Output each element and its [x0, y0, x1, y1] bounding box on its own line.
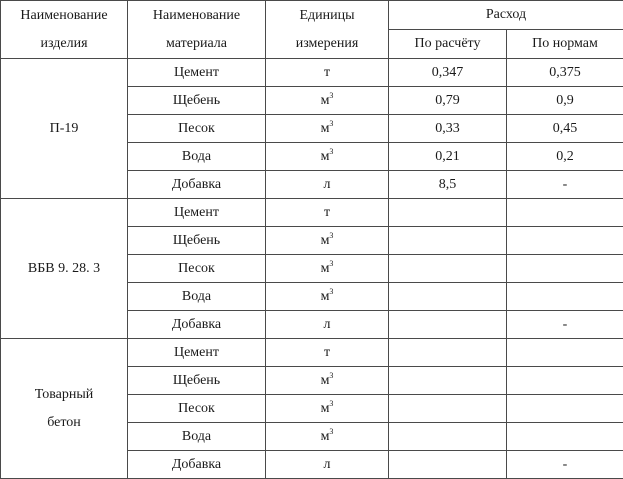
unit-symbol: м [321, 401, 330, 416]
material-cell: Песок [128, 255, 266, 283]
unit-value [324, 317, 331, 332]
header-unit-line-2: измерения [296, 36, 359, 51]
calc-value-cell [389, 451, 507, 479]
unit-symbol: м [321, 233, 330, 248]
header-material-line-2: материала [166, 36, 227, 51]
material-cell: Щебень [128, 367, 266, 395]
calc-value-cell [389, 199, 507, 227]
header-row-1 [1, 1, 623, 30]
material-cell: Песок [128, 395, 266, 423]
unit-value [321, 121, 334, 136]
unit-symbol: м [321, 261, 330, 276]
unit-value [321, 429, 334, 444]
unit-symbol: л [324, 457, 331, 472]
material-cell: Цемент [128, 59, 266, 87]
material-cell: Добавка [128, 171, 266, 199]
unit-cell [266, 395, 389, 423]
unit-value [324, 345, 330, 360]
calc-value-cell [389, 311, 507, 339]
unit-value [321, 149, 334, 164]
unit-symbol: т [324, 345, 330, 360]
unit-cell [266, 171, 389, 199]
unit-value [324, 457, 331, 472]
header-material-line-1: Наименование [153, 8, 240, 23]
material-cell: Вода [128, 283, 266, 311]
unit-symbol: м [321, 93, 330, 108]
unit-symbol: т [324, 205, 330, 220]
material-cell: Цемент [128, 339, 266, 367]
header-product-line-1: Наименование [20, 8, 107, 23]
norm-value-cell [507, 255, 623, 283]
norm-value-cell [507, 227, 623, 255]
material-cell: Добавка [128, 311, 266, 339]
material-cell: Песок [128, 115, 266, 143]
unit-cell [266, 227, 389, 255]
unit-value [321, 401, 334, 416]
material-cell: Вода [128, 143, 266, 171]
unit-value [321, 261, 334, 276]
header-unit [266, 1, 389, 59]
unit-cell [266, 199, 389, 227]
material-cell: Вода [128, 423, 266, 451]
table-row [1, 59, 623, 87]
unit-value [324, 205, 330, 220]
unit-symbol: м [321, 289, 330, 304]
calc-value-cell [389, 255, 507, 283]
calc-value-cell: 0,33 [389, 115, 507, 143]
table-row [1, 339, 623, 367]
unit-cell [266, 367, 389, 395]
norm-value-cell [507, 339, 623, 367]
unit-cell [266, 423, 389, 451]
unit-exponent: 3 [329, 287, 333, 296]
unit-cell [266, 59, 389, 87]
norm-value-cell: 0,375 [507, 59, 623, 87]
norm-value-cell [507, 423, 623, 451]
calc-value-cell [389, 395, 507, 423]
product-name-cell [1, 339, 128, 479]
material-cell: Цемент [128, 199, 266, 227]
unit-symbol: м [321, 373, 330, 388]
unit-cell [266, 451, 389, 479]
unit-symbol: м [321, 121, 330, 136]
unit-cell [266, 311, 389, 339]
unit-cell [266, 255, 389, 283]
unit-symbol: м [321, 149, 330, 164]
unit-exponent: 3 [329, 371, 333, 380]
header-unit-line-1: Единицы [299, 8, 354, 23]
material-cell: Щебень [128, 87, 266, 115]
unit-exponent: 3 [329, 259, 333, 268]
unit-cell [266, 339, 389, 367]
unit-symbol: л [324, 177, 331, 192]
header-material [128, 1, 266, 59]
unit-value [321, 289, 334, 304]
product-name-line: ВБВ 9. 28. 3 [28, 261, 100, 276]
calc-value-cell: 0,347 [389, 59, 507, 87]
norm-value-cell: 0,45 [507, 115, 623, 143]
unit-exponent: 3 [329, 147, 333, 156]
product-name-cell [1, 59, 128, 199]
norm-value-cell: - [507, 311, 623, 339]
unit-value [324, 65, 330, 80]
unit-cell [266, 143, 389, 171]
norm-value-cell: - [507, 451, 623, 479]
unit-cell [266, 115, 389, 143]
unit-cell [266, 283, 389, 311]
product-name-line: бетон [47, 415, 81, 430]
calc-value-cell: 0,21 [389, 143, 507, 171]
calc-value-cell [389, 367, 507, 395]
calc-value-cell: 0,79 [389, 87, 507, 115]
header-norm: По нормам [507, 30, 623, 59]
unit-symbol: л [324, 317, 331, 332]
table-row [1, 199, 623, 227]
product-name-line: П-19 [50, 121, 79, 136]
norm-value-cell: 0,2 [507, 143, 623, 171]
unit-exponent: 3 [329, 119, 333, 128]
unit-symbol: т [324, 65, 330, 80]
unit-symbol: м [321, 429, 330, 444]
header-product-line-2: изделия [40, 36, 87, 51]
unit-exponent: 3 [329, 399, 333, 408]
unit-value [321, 233, 334, 248]
header-product [1, 1, 128, 59]
calc-value-cell [389, 339, 507, 367]
product-name-line: Товарный [35, 387, 94, 402]
material-cell: Щебень [128, 227, 266, 255]
norm-value-cell: - [507, 171, 623, 199]
unit-exponent: 3 [329, 231, 333, 240]
unit-value [321, 93, 334, 108]
unit-exponent: 3 [329, 427, 333, 436]
calc-value-cell [389, 283, 507, 311]
norm-value-cell: 0,9 [507, 87, 623, 115]
header-calc: По расчёту [389, 30, 507, 59]
norm-value-cell [507, 283, 623, 311]
norm-value-cell [507, 395, 623, 423]
norm-value-cell [507, 367, 623, 395]
unit-value [321, 373, 334, 388]
calc-value-cell: 8,5 [389, 171, 507, 199]
product-name-cell [1, 199, 128, 339]
unit-exponent: 3 [329, 91, 333, 100]
norm-value-cell [507, 199, 623, 227]
table-body [1, 1, 623, 479]
calc-value-cell [389, 227, 507, 255]
header-consumption: Расход [389, 1, 623, 30]
unit-cell [266, 87, 389, 115]
unit-value [324, 177, 331, 192]
calc-value-cell [389, 423, 507, 451]
material-cell: Добавка [128, 451, 266, 479]
